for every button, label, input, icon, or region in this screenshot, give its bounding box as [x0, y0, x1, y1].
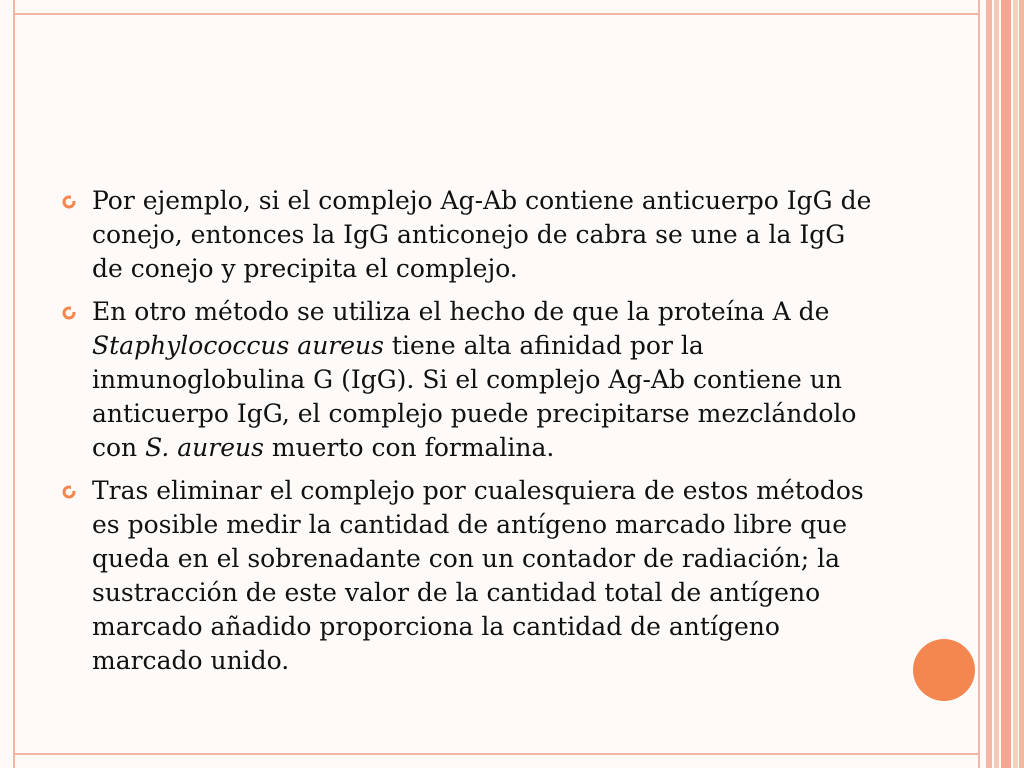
orange-ring-bullet-icon	[62, 485, 76, 499]
orange-ring-bullet-icon	[62, 195, 76, 209]
bullet-text: Tras eliminar el complejo por cualesquiera de estos métodos es posible medir la cantidad de antígeno marcado libre que queda en el sobrenadante con un contador de radiación; la sustracción de este valor de la cantidad total de antígeno marcado añadido proporciona la cantidad de antígeno marcado unido.	[92, 476, 864, 675]
bullet-text: Por ejemplo, si el complejo Ag-Ab contiene anticuerpo IgG de conejo, entonces la IgG anticonejo de cabra se une a la IgG de conejo y precipita el complejo.	[92, 186, 872, 283]
frame-line-top	[13, 13, 980, 15]
decorative-stripe	[1001, 0, 1011, 768]
bullet-item	[62, 184, 882, 286]
bullet-text: tiene alta afinidad por la inmunoglobulina G (IgG). Si el complejo Ag-Ab contiene un anticuerpo IgG, el complejo puede precipitarse mezclándolo con	[92, 331, 857, 462]
bullet-text: En otro método se utiliza el hecho de que la proteína A de	[92, 297, 830, 326]
orange-ring-bullet-icon	[62, 306, 76, 320]
bullet-text-italic: S. aureus	[145, 433, 264, 462]
decorative-stripe	[986, 0, 992, 768]
decorative-stripe	[1013, 0, 1018, 768]
decorative-stripe	[1019, 0, 1024, 768]
bullet-text: muerto con formalina.	[263, 433, 555, 462]
frame-line-left	[13, 0, 15, 768]
frame-line-bottom	[13, 753, 980, 755]
bullet-text-italic: Staphylococcus aureus	[92, 331, 384, 360]
bullet-item	[62, 295, 882, 465]
frame-line-right	[978, 0, 980, 768]
bullet-list	[62, 184, 882, 687]
orange-circle-decoration	[913, 639, 975, 701]
decorative-stripe	[994, 0, 999, 768]
bullet-item	[62, 474, 882, 678]
